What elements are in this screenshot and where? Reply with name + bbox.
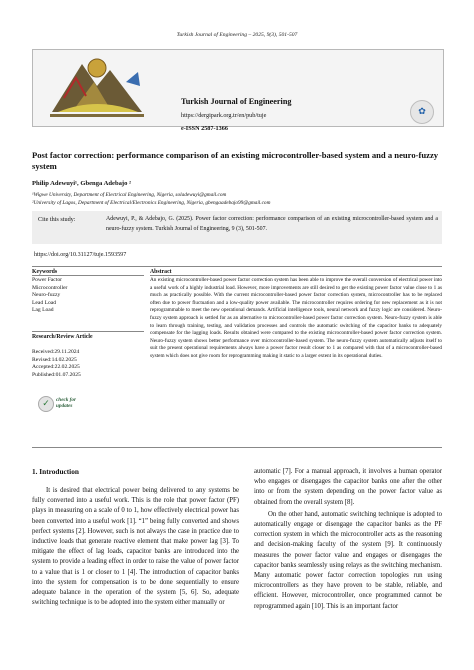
keyword-item: Neuro-fuzzy xyxy=(32,292,61,299)
keywords-heading: Keywords xyxy=(32,269,58,275)
journal-url-link[interactable]: https://dergipark.org.tr/en/pub/tuje xyxy=(181,112,267,119)
check-for-updates-icon[interactable]: ✓ xyxy=(38,396,54,412)
section-heading-introduction: 1. Introduction xyxy=(32,467,79,476)
abstract-bottom-rule xyxy=(32,447,442,448)
affiliation-1: ¹Wigwe University, Department of Electrical Engineering, Nigeria, soladewuyi@gmail.com xyxy=(32,192,227,198)
abstract-heading: Abstract xyxy=(150,269,172,275)
journal-logo xyxy=(42,52,152,124)
keyword-item: Power Factor xyxy=(32,277,62,283)
published-date: Published:01.07.2025 xyxy=(32,371,81,378)
revised-date: Revised:14.02.2025 xyxy=(32,356,77,363)
journal-badge-icon: ✿ xyxy=(410,100,434,124)
accepted-date: Accepted:22.02.2025 xyxy=(32,364,80,371)
journal-issn: e-ISSN 2587-1366 xyxy=(181,125,228,132)
body-paragraph: automatic [7]. For a manual approach, it involves a human operator who engages or disengages the capacitor banks one after the other into or from the system depending on the power factor value as obtained from the overall system [8]. xyxy=(254,468,442,506)
keyword-item: Lag Load xyxy=(32,307,54,314)
affiliation-2: ²University of Lagos, Department of Electrical/Electronics Engineering, Nigeria, gbengaadebajo99@gmail.com xyxy=(32,200,271,206)
introduction-right-column xyxy=(254,467,442,614)
keywords-list xyxy=(32,277,144,315)
abstract-text: An existing microcontroller-based power factor correction system has been able to improve the overall conversion of electrical power into a useful work of a highly industrial load. However, more improvements are still desired to get the existing power factor value close to 1 as much as practically possible. With the current microcontroller-based power factor correction system, microcontroller has to be replaced often due to power fluctuation and a low-quality power available. The microcontroller requires ordering for new replacement as it is not reprogrammable to meet the new operational demands. Artificial intelligence tools, neural network and fuzzy logic are considered. Neuro-fuzzy system approach is settled for as an alternative to microcontroller-based power factor correction system. Neuro-fuzzy system is able to learn through training, testing, and validation processes and controls the automatic switching of the capacitor banks to adequately compensate for the lagging loads. Results obtained were compared to the existing microcontroller-based power factor correction system. Neuro-fuzzy system shows better performance over microcontroller-based system. The neuro-fuzzy system automatically adjusts itself to suit the present operational requirements always have a power factor result closer to 1 as compared with that of a microcontroller-based system which does not give room for reprogramming making it static to a larger extent in its operational duties. xyxy=(150,277,442,359)
paper-title: Post factor correction: performance comparison of an existing microcontroller-based system and a neuro-fuzzy system xyxy=(32,150,439,172)
review-top-rule xyxy=(32,331,144,332)
keywords-top-rule xyxy=(32,266,442,267)
doi-link[interactable]: https://doi.org/10.31127/tuje.1593597 xyxy=(34,252,127,258)
journal-name: Turkish Journal of Engineering xyxy=(181,97,292,106)
introduction-left-column: It is desired that electrical power being delivered to any systems be fully converted into a useful work. This is the role that power factor (PF) plays in measuring on a scale of 0 to 1, how effectively electrical power has been converted into a useful work [1]. “1” being fully converted and shows perfect systems [2]. However, such is not always the case in practice due to inductive loads that generate reactive element that make power lag [3]. To mitigate the effect of lag loads, capacitor banks are introduced into the system to provide a leading effect in order to raise the value of power factor to a value that is 1 or closer to 1 [4]. The introduction of capacitor banks into the system for compensation is to be done sequentially to ensure adequate balance in the operation of the system [5, 6]. So, adequate switching technique is to be adopted into the system either manually or xyxy=(32,487,239,607)
review-dates xyxy=(32,349,144,379)
author-list: Philip Adewuyi¹, Gbenga Adebajo ² xyxy=(32,180,132,187)
running-head: Turkish Journal of Engineering – 2025, 9(3), 501-507 xyxy=(176,32,298,38)
abstract-head-rule xyxy=(150,275,442,276)
check-for-updates-label[interactable]: check for updates xyxy=(56,397,77,409)
citation-label: Cite this study: xyxy=(38,216,76,223)
keyword-item: Microcontroller xyxy=(32,284,68,291)
article-type-heading: Research/Review Article xyxy=(32,334,93,340)
received-date: Received:29.11.2024 xyxy=(32,349,80,355)
citation-text: Adewuyi, P., & Adebajo, G. (2025). Power factor correction: performance comparison of an existing microcontroller-based system and a neuro-fuzzy system. Turkish Journal of Engineering, 9 (3), 501-507. xyxy=(106,216,438,233)
keyword-item: Lead Load xyxy=(32,299,57,306)
body-paragraph: On the other hand, automatic switching technique is adopted to automatically engage or disengage the capacitor banks as the PF correction system in which the microcontroller acts as the reasoning and decision-making faculty of the system [9]. It continuously measures the power factor value and engages or disengages the capacitor banks seamlessly using relays as the switching mechanism. Many automatic power factor correction topologies run using microcontrollers as they have proven to be stable, reliable, and efficient. However, microcontroller, once programmed cannot be reprogrammed again [10]. This is an important factor xyxy=(254,510,442,610)
